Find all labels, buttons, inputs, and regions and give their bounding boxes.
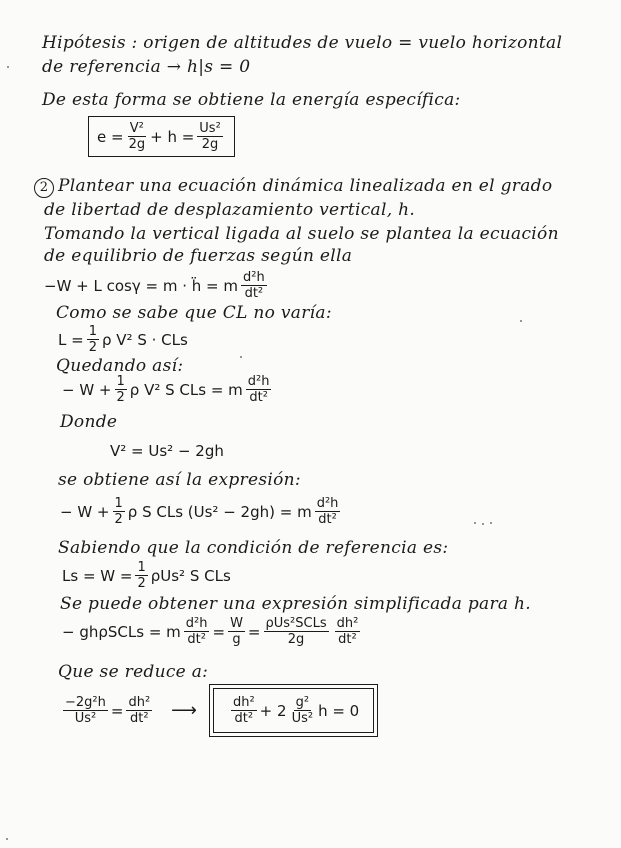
paper-speck xyxy=(520,320,522,322)
paper-speck xyxy=(6,838,8,840)
reduces-to-line: Que se reduce a: xyxy=(58,662,209,682)
simplified-expression-line: Se puede obtener una expresión simplificada para h. xyxy=(60,594,531,614)
hypothesis-line: Hipótesis : origen de altitudes de vuelo = vuelo horizontal xyxy=(42,33,563,53)
reference-condition-line: Sabiendo que la condición de referencia es: xyxy=(58,538,449,558)
velocity-relation: V² = Us² − 2gh xyxy=(110,442,224,460)
energy-intro-line: De esta forma se obtiene la energía específica: xyxy=(42,90,461,110)
specific-energy-box: e = $\frac{\text{V²}}{2g}$ + h = $\frac{\text{Us²}}{2g}$ xyxy=(88,116,235,157)
reference-line: de referencia → h|s = 0 xyxy=(42,57,251,77)
section-2-title-cont: de libertad de desplazamiento vertical, h. xyxy=(44,200,416,220)
implies-arrow: ⟶ xyxy=(171,700,197,721)
expanded-equation: − W + $\frac{1}{2}$ ρ S CLs (Us² − 2gh) = m $\frac{\text{d²h}}{\text{dt²}}$ xyxy=(60,496,339,527)
paper-speck xyxy=(490,522,492,524)
paper-speck xyxy=(482,523,484,525)
force-equilibrium-line: de equilibrio de fuerzas según ella xyxy=(44,246,353,266)
where-line: Donde xyxy=(60,412,118,432)
substituted-equation: − W + $\frac{1}{2}$ ρ V² S CLs = m $\frac{\text{d²h}}{\text{dt²}}$ xyxy=(62,374,270,405)
reference-lift-equation: Ls = W = $\frac{1}{2}$ ρUs² S CLs xyxy=(62,560,231,591)
expression-intro-line: se obtiene así la expresión: xyxy=(58,470,301,490)
paper-speck xyxy=(240,356,242,358)
vertical-axis-line: Tomando la vertical ligada al suelo se plantea la ecuación xyxy=(44,224,559,244)
specific-energy-equation xyxy=(88,116,235,157)
section-number-badge: 2 xyxy=(34,178,54,198)
resulting-line: Quedando así: xyxy=(56,356,184,376)
simplified-equation: − ghρSCLs = m $\frac{\text{d²h}}{\text{dt²}}$ = $\frac{W}{g}$ = $\frac{\text{ρUs²SCLs}}{2g}$ $\frac{\text{dh²}}{\text{dt²}}$ xyxy=(62,616,359,647)
final-equation-row: $\frac{\text{−2g²h}}{\text{Us²}}$ = $\frac{\text{dh²}}{\text{dt²}}$ ⟶ $\frac{\text{dh²}}{\text{dt²}}$ + 2 $\frac{\text{g²}}{\text{Us²}}$ h = 0 xyxy=(60,688,374,733)
paper-speck xyxy=(474,522,476,524)
paper-speck xyxy=(7,66,9,68)
final-equation-box: $\frac{\text{dh²}}{\text{dt²}}$ + 2 $\frac{\text{g²}}{\text{Us²}}$ h = 0 xyxy=(213,688,374,733)
cl-constant-line: Como se sabe que CL no varía: xyxy=(56,303,332,323)
lift-equation: L = $\frac{1}{2}$ ρ V² S · CLs xyxy=(58,324,188,355)
force-equation: −W + L cosγ = m · ḧ = m $\frac{\text{d²h}}{\text{dt²}}$ xyxy=(44,270,265,301)
section-2-title: 2 Plantear una ecuación dinámica linealizada en el grado xyxy=(34,176,552,198)
